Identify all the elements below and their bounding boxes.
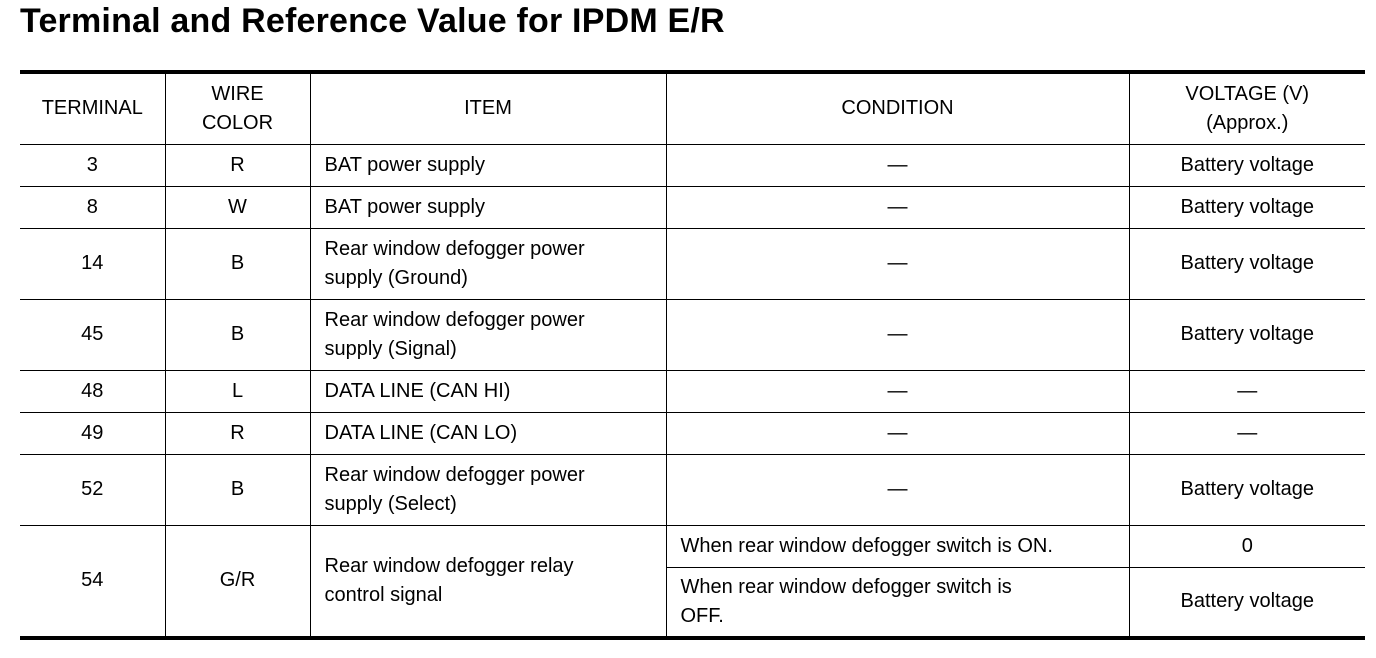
- cell-item: Rear window defogger power supply (Ground): [310, 228, 666, 299]
- cell-wire-color: W: [165, 186, 310, 228]
- cell-item: Rear window defogger power supply (Signal): [310, 299, 666, 370]
- header-condition: CONDITION: [666, 72, 1129, 144]
- cell-condition: —: [666, 299, 1129, 370]
- cell-terminal: 8: [20, 186, 165, 228]
- cell-condition: —: [666, 454, 1129, 525]
- cell-terminal: 49: [20, 412, 165, 454]
- cell-wire-color: L: [165, 370, 310, 412]
- cell-item: Rear window defogger relay control signal: [310, 525, 666, 638]
- cell-item: DATA LINE (CAN HI): [310, 370, 666, 412]
- cell-voltage: Battery voltage: [1129, 299, 1365, 370]
- terminal-reference-table: [20, 70, 1365, 640]
- cell-condition: —: [666, 228, 1129, 299]
- cell-wire-color: B: [165, 228, 310, 299]
- cell-condition: —: [666, 186, 1129, 228]
- header-item: ITEM: [310, 72, 666, 144]
- cell-voltage: —: [1129, 412, 1365, 454]
- cell-terminal: 3: [20, 144, 165, 186]
- cell-wire-color: B: [165, 299, 310, 370]
- header-terminal: TERMINAL: [20, 72, 165, 144]
- cell-item: Rear window defogger power supply (Select): [310, 454, 666, 525]
- cell-voltage: Battery voltage: [1129, 567, 1365, 638]
- cell-terminal: 14: [20, 228, 165, 299]
- cell-condition: —: [666, 144, 1129, 186]
- header-wire-color: WIRE COLOR: [165, 72, 310, 144]
- cell-condition: —: [666, 370, 1129, 412]
- cell-voltage: —: [1129, 370, 1365, 412]
- cell-condition: —: [666, 412, 1129, 454]
- cell-terminal: 54: [20, 525, 165, 638]
- cell-wire-color: G/R: [165, 525, 310, 638]
- cell-item: DATA LINE (CAN LO): [310, 412, 666, 454]
- table-row: [20, 370, 1365, 412]
- cell-wire-color: B: [165, 454, 310, 525]
- cell-voltage: Battery voltage: [1129, 144, 1365, 186]
- cell-voltage: 0: [1129, 525, 1365, 567]
- cell-wire-color: R: [165, 412, 310, 454]
- table-row: [20, 186, 1365, 228]
- cell-voltage: Battery voltage: [1129, 186, 1365, 228]
- table-row: [20, 228, 1365, 299]
- table-row: [20, 299, 1365, 370]
- table-header-row: [20, 72, 1365, 144]
- table-row: [20, 525, 1365, 567]
- cell-terminal: 45: [20, 299, 165, 370]
- cell-condition: When rear window defogger switch is OFF.: [666, 567, 1129, 638]
- cell-voltage: Battery voltage: [1129, 228, 1365, 299]
- cell-voltage: Battery voltage: [1129, 454, 1365, 525]
- cell-condition: When rear window defogger switch is ON.: [666, 525, 1129, 567]
- cell-item: BAT power supply: [310, 144, 666, 186]
- table-row: [20, 454, 1365, 525]
- cell-terminal: 48: [20, 370, 165, 412]
- header-voltage: VOLTAGE (V) (Approx.): [1129, 72, 1365, 144]
- table-row: [20, 144, 1365, 186]
- table-row: [20, 412, 1365, 454]
- cell-item: BAT power supply: [310, 186, 666, 228]
- cell-terminal: 52: [20, 454, 165, 525]
- cell-wire-color: R: [165, 144, 310, 186]
- page-title: Terminal and Reference Value for IPDM E/R: [20, 2, 725, 40]
